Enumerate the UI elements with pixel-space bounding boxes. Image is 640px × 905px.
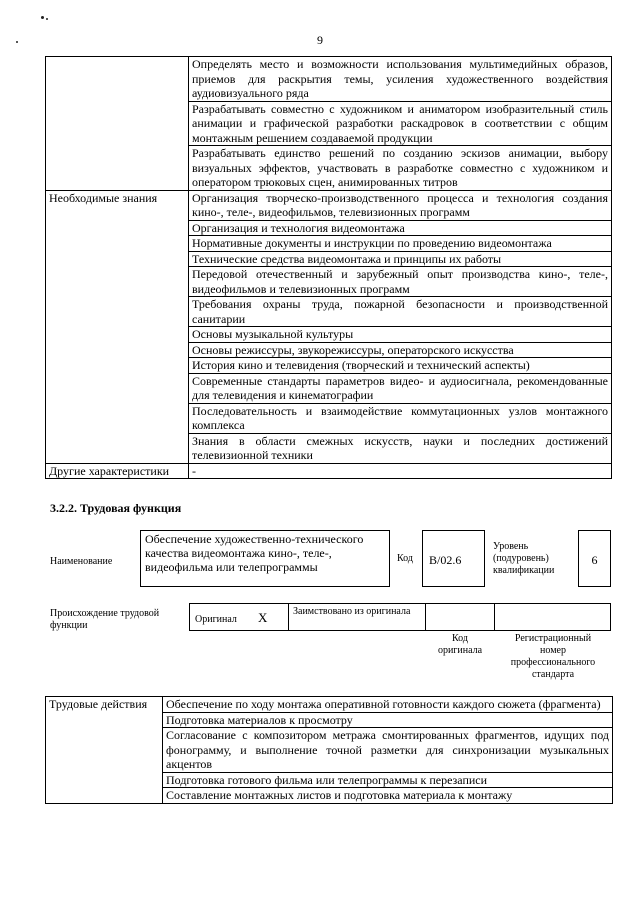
page-number: 9 xyxy=(317,33,323,47)
work-action-text: Согласование с композитором метража смонтированных фрагментов, идущих под фонограмму, и выполнение точной разметки для синхронизации музыкальных акцентов xyxy=(163,728,613,773)
row-label: Необходимые знания xyxy=(46,190,189,463)
code-box xyxy=(422,530,485,587)
table-row xyxy=(46,697,613,713)
row-text: Разрабатывать совместно с художником и аниматором изобразительный стиль анимации и графической разработки раскадровок в соответствии с общим монтажным решением создаваемой продукции xyxy=(189,101,612,146)
row-text: Современные стандарты параметров видео- и аудиосигнала, рекомендованные для телевидения и кинематографии xyxy=(189,373,612,403)
code-caption: Код оригинала xyxy=(437,633,483,656)
code-value: B/02.6 xyxy=(429,553,462,567)
table-row xyxy=(46,463,612,479)
function-name-box xyxy=(140,530,390,587)
scan-artifact xyxy=(46,18,48,20)
table-row xyxy=(46,57,612,102)
origin-divider xyxy=(288,603,289,631)
skills-knowledge-table xyxy=(45,56,612,479)
origin-divider xyxy=(494,603,495,631)
name-label: Наименование xyxy=(50,556,113,567)
row-text: Определять место и возможности использования мультимедийных образов, приемов для раскрытия темы, усиления художественного воздействия аудиовизуального ряда xyxy=(189,57,612,102)
level-box xyxy=(578,530,611,587)
row-label xyxy=(46,57,189,191)
original-label: Оригинал xyxy=(195,614,237,625)
row-text: Нормативные документы и инструкции по проведению видеомонтажа xyxy=(189,236,612,252)
level-value: 6 xyxy=(591,553,598,567)
code-label: Код xyxy=(397,553,413,564)
row-text: Знания в области смежных искусств, науки и последних достижений телевизионной техники xyxy=(189,433,612,463)
work-action-text: Обеспечение по ходу монтажа оперативной готовности каждого сюжета (фрагмента) xyxy=(163,697,613,713)
work-actions-table xyxy=(45,696,613,804)
table-row xyxy=(46,190,612,220)
row-text: Разрабатывать единство решений по созданию эскизов анимации, выбору визуальных эффектов, участвовать в разработке совместно с художником и оператором трюковых сцен, анимированных титров xyxy=(189,146,612,191)
origin-label: Происхождение трудовой функции xyxy=(50,608,160,631)
row-text: Технические средства видеомонтажа и принципы их работы xyxy=(189,251,612,267)
row-text: Передовой отечественный и зарубежный опыт производства кино-, теле-, видеофильмов и телевизионных программ xyxy=(189,267,612,297)
work-action-text: Подготовка готового фильма или телепрограммы к перезаписи xyxy=(163,772,613,788)
borrowed-label: Заимствовано из оригинала xyxy=(293,606,411,617)
row-text: Организация творческо-производственного процесса и технология создания кино-, теле-, видеофильмов, телевизионных программ xyxy=(189,190,612,220)
work-action-text: Составление монтажных листов и подготовка материала к монтажу xyxy=(163,788,613,804)
row-text: История кино и телевидения (творческий и технический аспекты) xyxy=(189,358,612,374)
row-text: Требования охраны труда, пожарной безопасности и производственной санитарии xyxy=(189,297,612,327)
section-title: 3.2.2. Трудовая функция xyxy=(50,501,182,515)
original-mark: X xyxy=(258,610,268,625)
scan-artifact xyxy=(41,16,44,19)
function-name-value: Обеспечение художественно-технического качества видеомонтажа кино-, теле-, видеофильма или телепрограммы xyxy=(145,532,364,574)
row-text: Основы музыкальной культуры xyxy=(189,327,612,343)
work-action-text: Подготовка материалов к просмотру xyxy=(163,712,613,728)
work-actions-label: Трудовые действия xyxy=(46,697,163,804)
row-text: Основы режиссуры, звукорежиссуры, операторского искусства xyxy=(189,342,612,358)
level-label: Уровень (подуровень) квалификации xyxy=(493,541,555,576)
row-label: Другие характеристики xyxy=(46,463,189,479)
row-text: - xyxy=(189,463,612,479)
reg-caption: Регистрационный номер профессионального стандарта xyxy=(510,633,596,680)
origin-divider xyxy=(425,603,426,631)
row-text: Организация и технология видеомонтажа xyxy=(189,220,612,236)
row-text: Последовательность и взаимодействие коммутационных узлов монтажного комплекса xyxy=(189,403,612,433)
